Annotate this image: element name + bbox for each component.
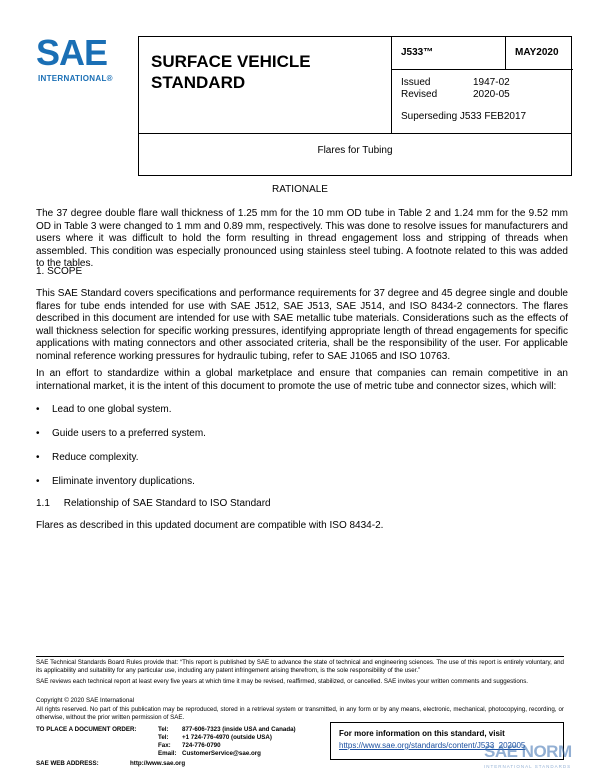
document-date: MAY2020 — [515, 47, 559, 58]
web-link[interactable]: http://www.sae.org — [130, 760, 186, 767]
document-header-box — [138, 36, 572, 176]
revised-value: 2020-05 — [473, 89, 510, 100]
web-label: SAE WEB ADDRESS: — [36, 760, 99, 767]
header-divider-vertical — [391, 37, 392, 133]
review-text: SAE reviews each technical report at least every five years at which time it may be revised, reaffirmed, stabilized, or cancelled. SAE invites your written comments and suggestions. — [36, 678, 529, 685]
fax-label: Fax: — [158, 742, 171, 749]
board-rules-text: SAE Technical Standards Board Rules provide that: “This report is published by SAE to advance the state of technical and engineering sciences. The use of this report is entirely voluntary, and its applicability and suitability for any particular use, including any patent infringement arising therefrom, is the sole responsibility of the user.” — [36, 659, 564, 674]
watermark-subtext: INTERNATIONAL STANDARDS — [484, 764, 572, 769]
bullet-icon: • — [36, 476, 40, 487]
issued-label: Issued — [401, 77, 431, 88]
effort-paragraph: In an effort to standardize within a global marketplace and ensure that companies can remain competitive in an international market, it is the intent of this document to promote the use of metric tube and connector sizes, which will: — [36, 368, 568, 392]
logo-subtext: INTERNATIONAL® — [38, 74, 113, 83]
revised-label: Revised — [401, 89, 438, 100]
more-info-title: For more information on this standard, visit — [339, 729, 505, 738]
subsection-heading: 1.1 Relationship of SAE Standard to ISO Standard — [36, 498, 271, 509]
superseding-note: Superseding J533 FEB2017 — [401, 111, 527, 122]
document-subtitle: Flares for Tubing — [317, 145, 393, 156]
list-item-text: Eliminate inventory duplications. — [52, 476, 195, 487]
document-type-title: SURFACE VEHICLE STANDARD — [151, 52, 311, 92]
list-item-text: Lead to one global system. — [52, 404, 172, 415]
subsection-paragraph: Flares as described in this updated document are compatible with ISO 8434-2. — [36, 520, 384, 531]
list-item-text: Reduce complexity. — [52, 452, 139, 463]
bullet-icon: • — [36, 428, 40, 439]
header-divider-vertical-2 — [505, 37, 506, 69]
tel1-label: Tel: — [158, 726, 169, 733]
standard-link[interactable]: https://www.sae.org/standards/content/J533_202005 — [339, 741, 526, 750]
email-value[interactable]: CustomerService@sae.org — [182, 750, 261, 757]
watermark-text: SAE NORM — [484, 742, 572, 761]
email-label: Email: — [158, 750, 177, 757]
header-divider-horizontal — [391, 69, 573, 70]
document-number: J533™ — [401, 47, 434, 58]
fax-value: 724-776-0790 — [182, 742, 221, 749]
scope-paragraph: This SAE Standard covers specifications and performance requirements for 37 degree and 45 degree single and double flares for tube ends intended for use with SAE J512, SAE J513, SAE J514, and ISO 8434-2 connectors. The flares described in this document are intended for use with SAE metallic tube materials. Considerations such as the effects of wall thickness selection for specific working pressures, identifying appropriate length of thread engagements for specific applications with mating connectors and other associated criteria, shall be the responsibility of the user. For applicable nominal reference working pressures for hydraulic tubing, refer to SAE J1065 and ISO 10763. — [36, 288, 568, 362]
header-divider-subtitle — [139, 133, 571, 134]
rationale-paragraph: The 37 degree double flare wall thickness of 1.25 mm for the 10 mm OD tube in Table 2 and 1.24 mm for the 9.52 mm OD in Table 3 were changed to 1 mm and 0.89 mm, respectively. This was done to resolve issues for manufacturers and users where it was difficult to hold the form resulting in thread engagement loss and stripping of threads when assembled. This condition was especially pronounced using stainless steel tubing. A footnote related to this was added to the tables. — [36, 208, 568, 269]
tel2-label: Tel: — [158, 734, 169, 741]
tel2-value: +1 724-776-4970 (outside USA) — [182, 734, 272, 741]
bullet-icon: • — [36, 404, 40, 415]
watermark — [484, 742, 596, 774]
order-label: TO PLACE A DOCUMENT ORDER: — [36, 726, 137, 733]
logo-mark: SAE — [36, 32, 108, 73]
scope-heading: 1. SCOPE — [36, 266, 83, 277]
rationale-heading: RATIONALE — [272, 184, 328, 195]
tel1-value: 877-606-7323 (inside USA and Canada) — [182, 726, 296, 733]
bullet-icon: • — [36, 452, 40, 463]
issued-value: 1947-02 — [473, 77, 510, 88]
footer-rule — [36, 656, 564, 657]
sae-logo — [36, 34, 126, 86]
copyright-text: Copyright © 2020 SAE International — [36, 697, 135, 704]
list-item-text: Guide users to a preferred system. — [52, 428, 206, 439]
rights-text: All rights reserved. No part of this publication may be reproduced, stored in a retrieval system or transmitted, in any form or by any means, electronic, mechanical, photocopying, recording, or otherwise, without the prior written permission of SAE. — [36, 706, 564, 721]
